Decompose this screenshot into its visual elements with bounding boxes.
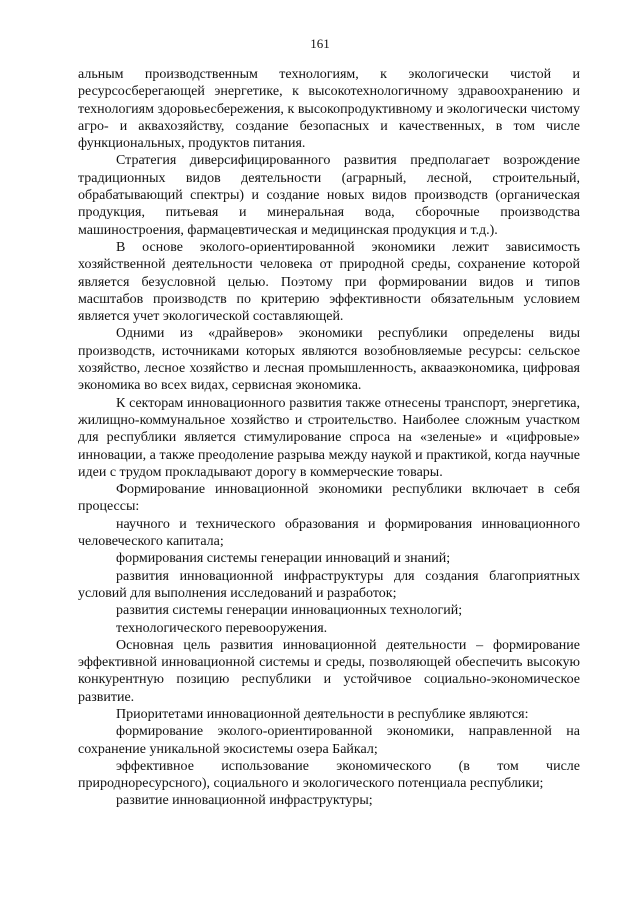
- paragraph: Основная цель развития инновационной деятельности – формирование эффективной инновационной системы и среды, позволяющей обеспечить высокую конкурентную позицию республики и устойчивое социально-экономическое развитие.: [78, 637, 580, 705]
- list-item: формирование эколого-ориентированной экономики, направленной на сохранение уникальной экосистемы озера Байкал;: [78, 724, 580, 757]
- paragraph: В основе эколого-ориентированной экономики лежит зависимость хозяйственной деятельности человека от природной среды, сохранение которой является безусловной целью. Поэтому при формировании видов и типов масштабов производств по критерию эффективности обязательным условием является учет экологической составляющей.: [78, 239, 580, 325]
- list-item: технологического перевооружения.: [116, 620, 328, 636]
- list-item: формирования системы генерации инноваций и знаний;: [116, 551, 451, 567]
- paragraph: К секторам инновационного развития также отнесены транспорт, энергетика, жилищно-коммунальное хозяйство и строительство. Наиболее сложным участком для республики является стимулирование спроса на «зеленые» и «цифровые» инновации, а также преодоление разрыва между наукой и практикой, когда научные идеи с трудом прокладывают дорогу в коммерческие товары.: [78, 395, 580, 480]
- list-item: эффективное использование экономического (в том числе природноресурсного), социального и экологического потенциала республики;: [78, 758, 580, 792]
- paragraph-continuation: альным производственным технологиям, к экологически чистой и ресурсосберегающей энергетике, к высокотехнологичному здравоохранению и технологиям здоровьесбережения, к высокопродуктивному и экологически чистому агро- и аквахозяйству, создание безопасных и качественных, в том числе функциональных, продуктов питания.: [78, 67, 580, 152]
- list-item: научного и технического образования и формирования инновационного человеческого капитала;: [78, 516, 580, 550]
- paragraph: Приоритетами инновационной деятельности в республике являются:: [116, 706, 529, 722]
- paragraph: Одними из «драйверов» экономики республики определены виды производств, источниками которых являются возобновляемые ресурсы: сельское хозяйство, лесное хозяйство и лесная промышленность, аквааэкономика, цифровая экономика во всех видах, сервисная экономика.: [78, 326, 580, 394]
- list-item: развития инновационной инфраструктуры для создания благоприятных условий для выполнения исследований и разработок;: [78, 568, 580, 601]
- page-number: 161: [310, 36, 330, 51]
- list-item: развития системы генерации инновационных технологий;: [116, 603, 463, 619]
- paragraph: Стратегия диверсифицированного развития предполагает возрождение традиционных видов деятельности (аграрный, лесной, строительный, обрабатывающий спектры) и создание новых видов производств (органическая продукция, питьевая и минеральная вода, сборочные производства машиностроения, фармацевтическая и медицинская продукция и т.д.).: [78, 153, 580, 238]
- paragraph: Формирование инновационной экономики республики включает в себя процессы:: [78, 482, 580, 515]
- body-text: [78, 66, 580, 810]
- list-item: развитие инновационной инфраструктуры;: [116, 793, 373, 809]
